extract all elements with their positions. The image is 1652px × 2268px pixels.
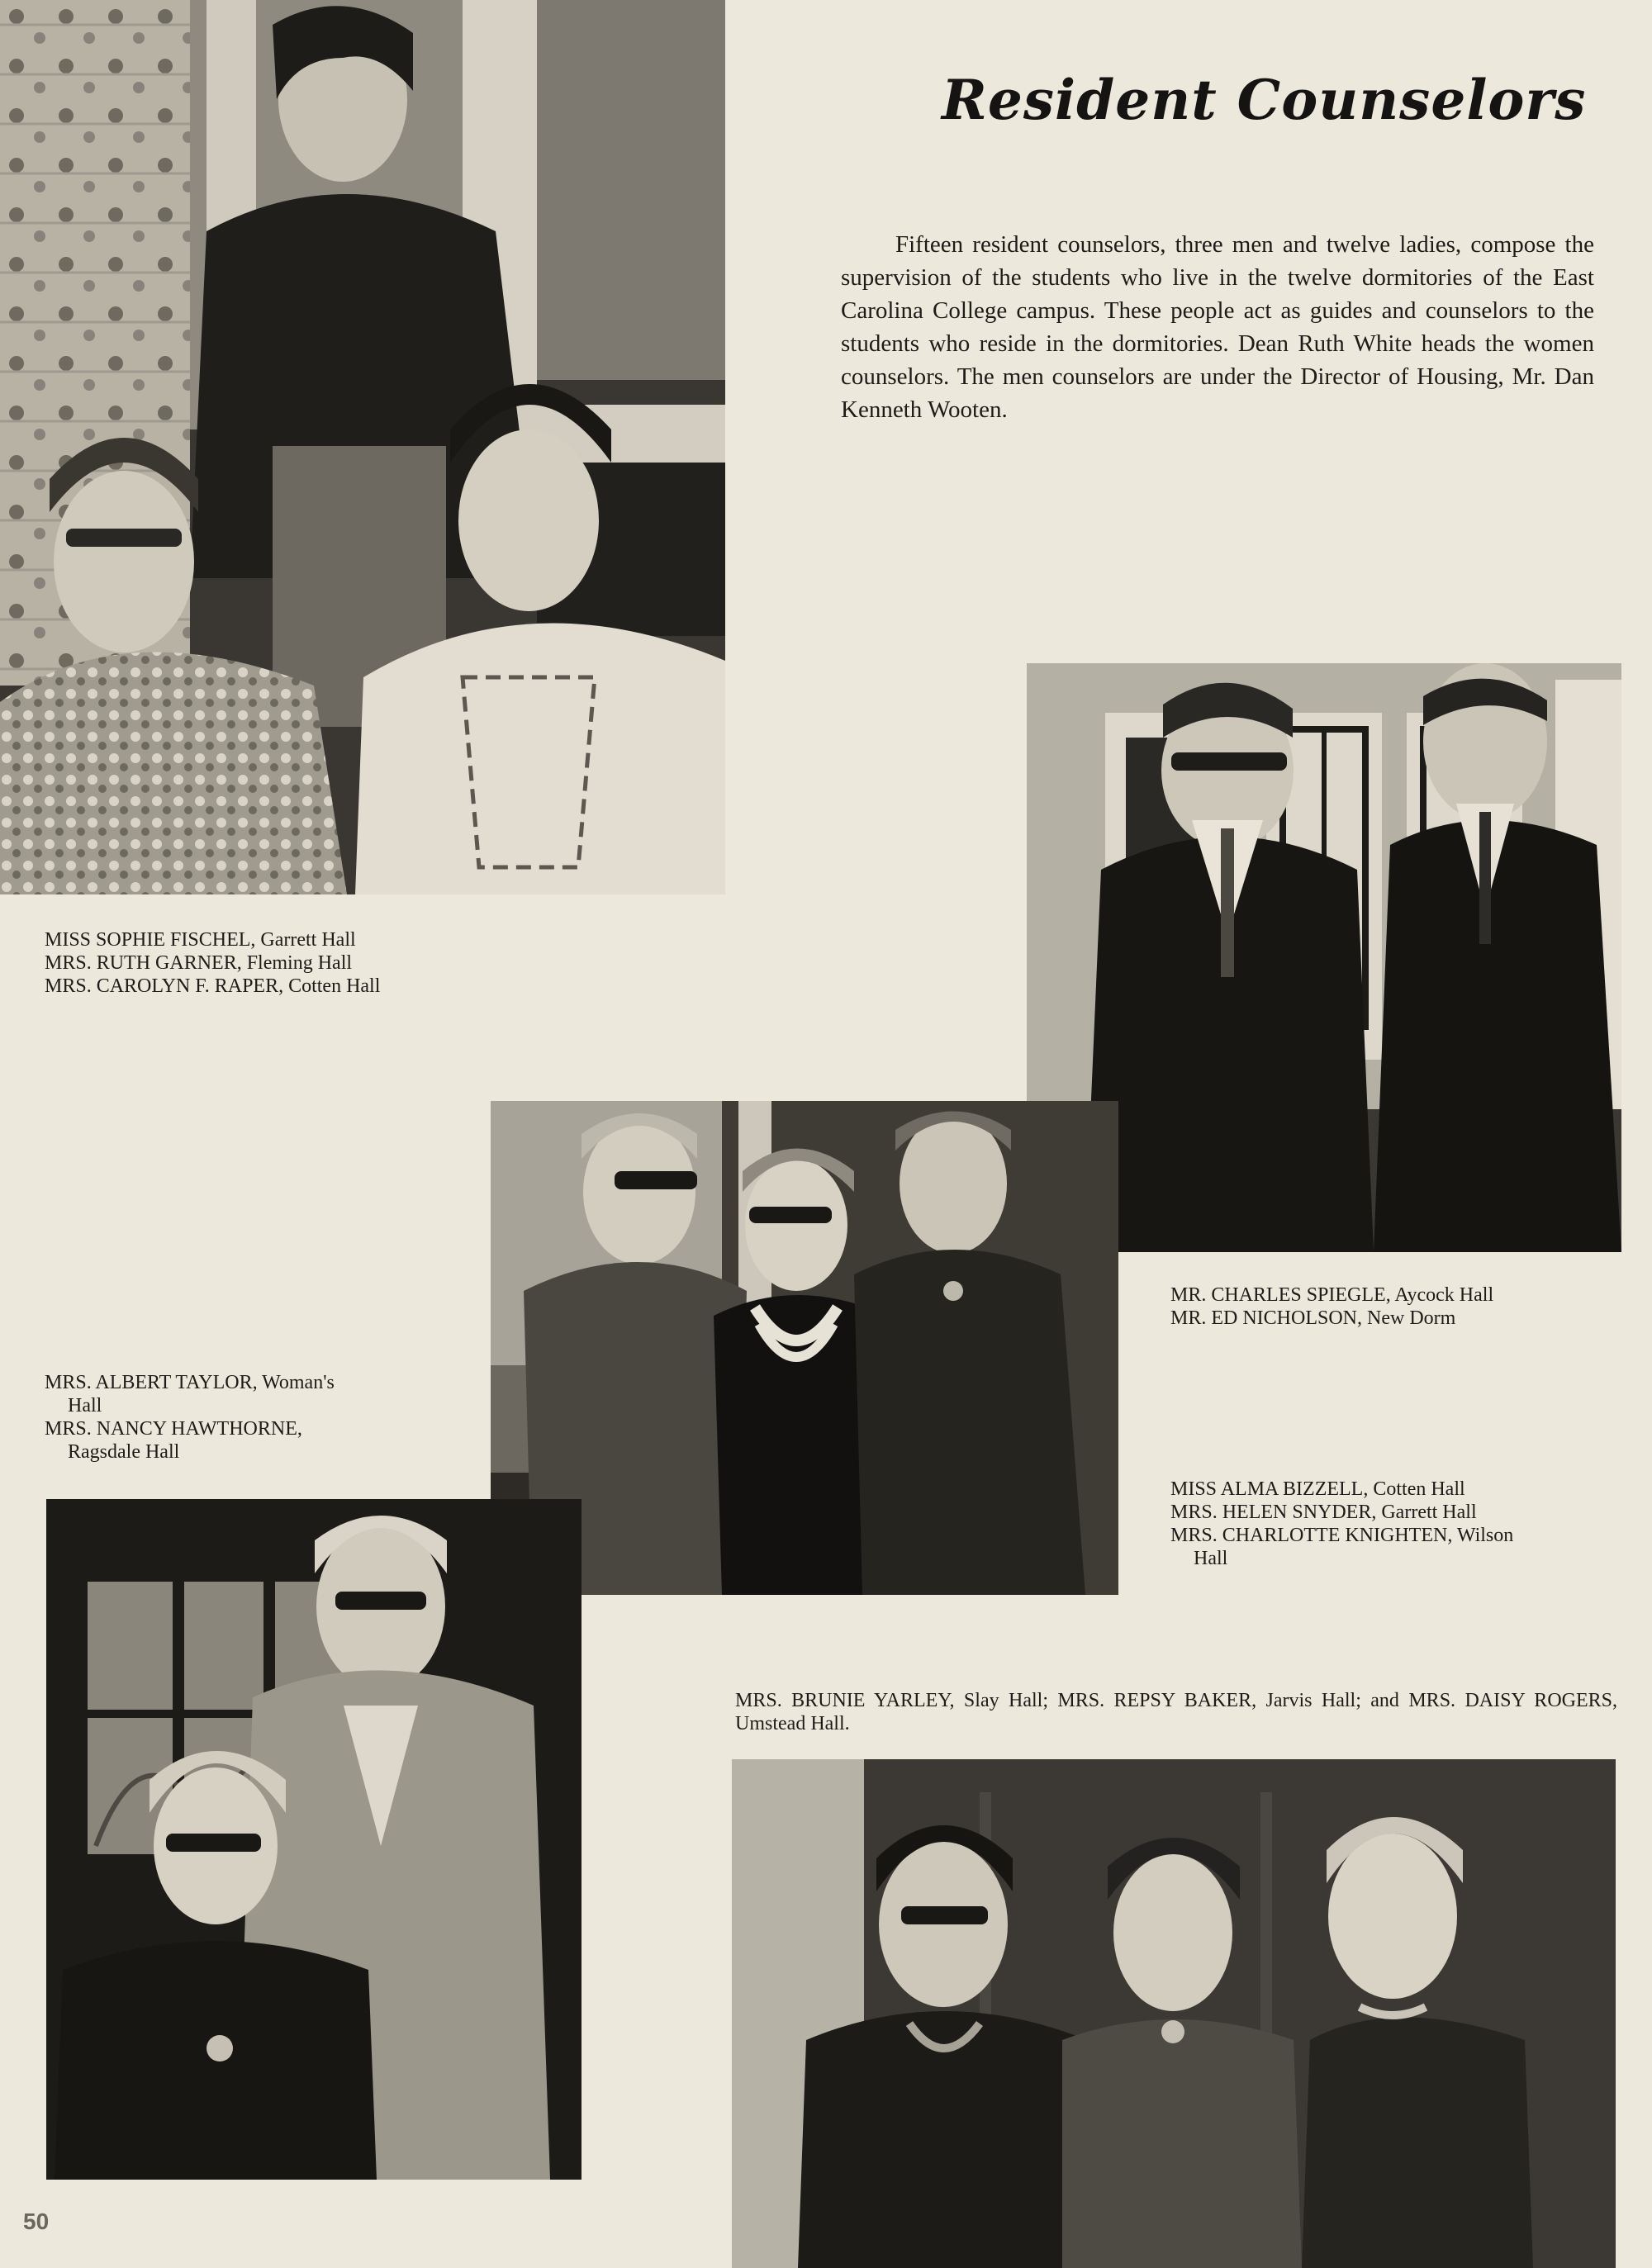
caption-line: MISS SOPHIE FISCHEL, Garrett Hall xyxy=(45,929,356,951)
caption-line: MRS. RUTH GARNER, Fleming Hall xyxy=(45,952,353,974)
photo-group-bizzell-snyder-knighten xyxy=(491,1101,1118,1595)
photo-group-taylor-hawthorne xyxy=(46,1499,582,2180)
intro-paragraph: Fifteen resident counselors, three men and twelve ladies, compose the supervision of the students who live in the twelve dormitories of the East Carolina College campus. These people act as guides and counselors to the students who reside in the dormitories. Dean Ruth White heads the women counselors. The men counselors are under the Director of Housing, Mr. Dan Kenneth Wooten. xyxy=(841,231,1594,423)
caption-group-4 xyxy=(1170,1478,1513,1570)
caption-line: MRS. CHARLOTTE KNIGHTEN, Wilson xyxy=(1170,1525,1514,1546)
page-title: Resident Counselors xyxy=(942,68,1587,132)
photo-group-yarley-baker-rogers xyxy=(732,1759,1616,2268)
caption-line-continued: Hall xyxy=(68,1395,102,1416)
caption-group-1 xyxy=(45,928,380,998)
caption-line-continued: Ragsdale Hall xyxy=(68,1441,180,1463)
page-number: 50 xyxy=(23,2209,50,2234)
caption-line: MR. CHARLES SPIEGLE, Aycock Hall xyxy=(1170,1284,1494,1306)
caption-group-3 xyxy=(45,1371,335,1464)
caption-line: MRS. NANCY HAWTHORNE, xyxy=(45,1418,302,1440)
caption-line: MRS. ALBERT TAYLOR, Woman's xyxy=(45,1372,335,1393)
caption-line-continued: Hall xyxy=(1194,1548,1228,1569)
caption-line: MRS. HELEN SNYDER, Garrett Hall xyxy=(1170,1502,1477,1523)
caption-group-2 xyxy=(1170,1283,1493,1330)
caption-group-5: MRS. BRUNIE YARLEY, Slay Hall; MRS. REPSY BAKER, Jarvis Hall; and MRS. DAISY ROGERS, Umstead Hall. xyxy=(735,1690,1617,1734)
caption-line: MRS. CAROLYN F. RAPER, Cotten Hall xyxy=(45,975,381,997)
caption-line: MISS ALMA BIZZELL, Cotten Hall xyxy=(1170,1478,1465,1500)
photo-group-fischel-garner-raper xyxy=(0,0,725,894)
caption-line: MR. ED NICHOLSON, New Dorm xyxy=(1170,1307,1456,1329)
